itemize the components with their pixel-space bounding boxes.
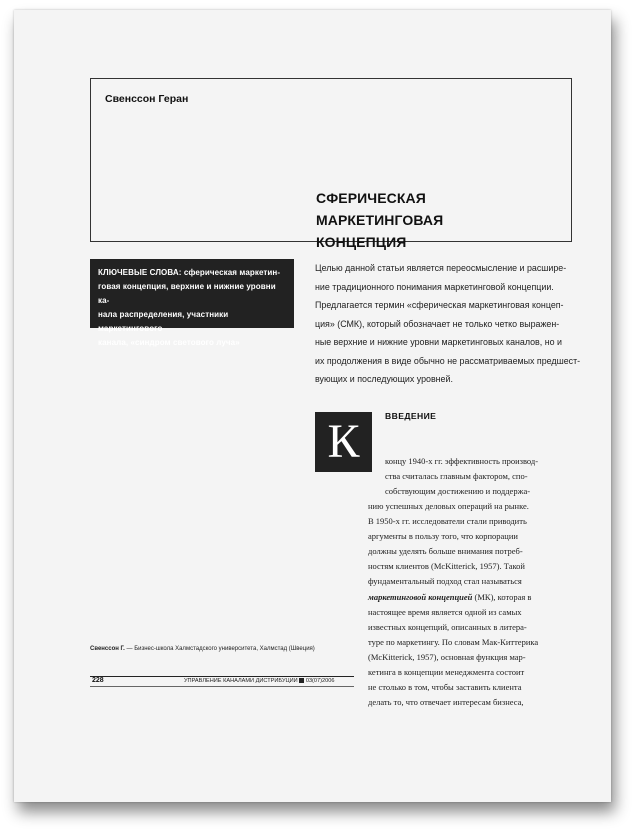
body-line: известных концепций, описанных в литера-: [368, 621, 527, 632]
abstract-line: ние традиционного понимания маркетинговой концепции.: [315, 281, 554, 292]
document-page: [14, 10, 611, 802]
body-line: аргументы в пользу того, что корпорации: [368, 531, 518, 542]
article-title: [316, 187, 556, 253]
keywords-line: говая концепция, верхние и нижние уровни ка-: [98, 282, 276, 305]
keywords-line: канала, «синдром светового луча»: [98, 338, 240, 347]
body-line: настоящее время является одной из самых: [368, 606, 522, 617]
square-bullet-icon: [299, 678, 304, 683]
keywords-box: [90, 259, 294, 347]
page-number: 228: [92, 677, 104, 684]
body-line: собствующим достижению и поддержа-: [385, 486, 531, 497]
body-line: фундаментальный подход стал называться: [368, 576, 522, 587]
section-heading: ВВЕДЕНИЕ: [385, 411, 437, 421]
emphasis-rest: (МК), которая в: [472, 591, 532, 602]
abstract-line: Предлагается термин «сферическая маркетинговая концеп-: [315, 300, 564, 310]
abstract-line: их продолжения в виде обычно не рассматриваемых предшест-: [315, 355, 581, 366]
body-line: кетинга в концепции менеджмента состоит: [368, 667, 525, 678]
author-affiliation: [90, 646, 360, 652]
abstract-line: ные верхние и нижние уровни маркетинговых каналов, но и: [315, 337, 562, 347]
body-line: должны уделять больше внимания потреб-: [368, 546, 523, 557]
body-line: нию успешных деловых операций на рынке.: [368, 501, 529, 511]
article-title-line: КОНЦЕПЦИЯ: [316, 234, 407, 250]
abstract-line: вующих и последующих уровней.: [315, 374, 453, 384]
body-line: ства считалась главным фактором, спо-: [385, 471, 528, 482]
footer-bottom-rule: [90, 686, 354, 687]
body-line: концу 1940-х гг. эффективность производ-: [385, 456, 539, 466]
author-name: Свенссон Геран: [105, 93, 189, 105]
body-line: В 1950-х гг. исследователи стали приводить: [368, 516, 527, 527]
abstract-line: Целью данной статьи является переосмысление и расшире-: [315, 263, 567, 273]
body-text-wrapped: [385, 454, 574, 499]
keywords-line: КЛЮЧЕВЫЕ СЛОВА: сферическая маркетин-: [98, 268, 281, 277]
abstract: [315, 259, 581, 389]
body-line: не столько в том, чтобы заставить клиента: [368, 682, 522, 693]
article-title-line: СФЕРИЧЕСКАЯ МАРКЕТИНГОВАЯ: [316, 190, 444, 228]
journal-name: [184, 678, 334, 684]
journal-title: УПРАВЛЕНИЕ КАНАЛАМИ ДИСТРИБУЦИИ: [184, 678, 298, 684]
body-line: делать то, что отвечает интересам бизнеса,: [368, 697, 524, 708]
body-text: [368, 499, 574, 710]
body-line: (McKitterick, 1957), основная функция мар-: [368, 651, 526, 662]
drop-cap: К: [315, 412, 372, 472]
body-line: ностям клиентов (McKitterick, 1957). Такой: [368, 561, 525, 572]
footer-rule: [90, 676, 354, 677]
abstract-line: ция» (СМК), который обозначает не только четко выражен-: [315, 318, 560, 329]
emphasis-term: маркетинговой концепцией: [368, 591, 473, 602]
keywords-line: нала распределения, участники маркетингового: [98, 310, 229, 333]
article-header-box: [90, 78, 572, 250]
journal-issue: 03(07)2006: [305, 678, 335, 684]
body-line: туре по маркетингу. По словам Мак-Киттерика: [368, 636, 539, 647]
body-line-emphasis: [368, 590, 574, 605]
affiliation-text: — Бизнес-школа Халмстадского университета, Халмстад (Швеция): [124, 646, 315, 652]
affiliation-name: Свенссон Г.: [90, 646, 125, 652]
